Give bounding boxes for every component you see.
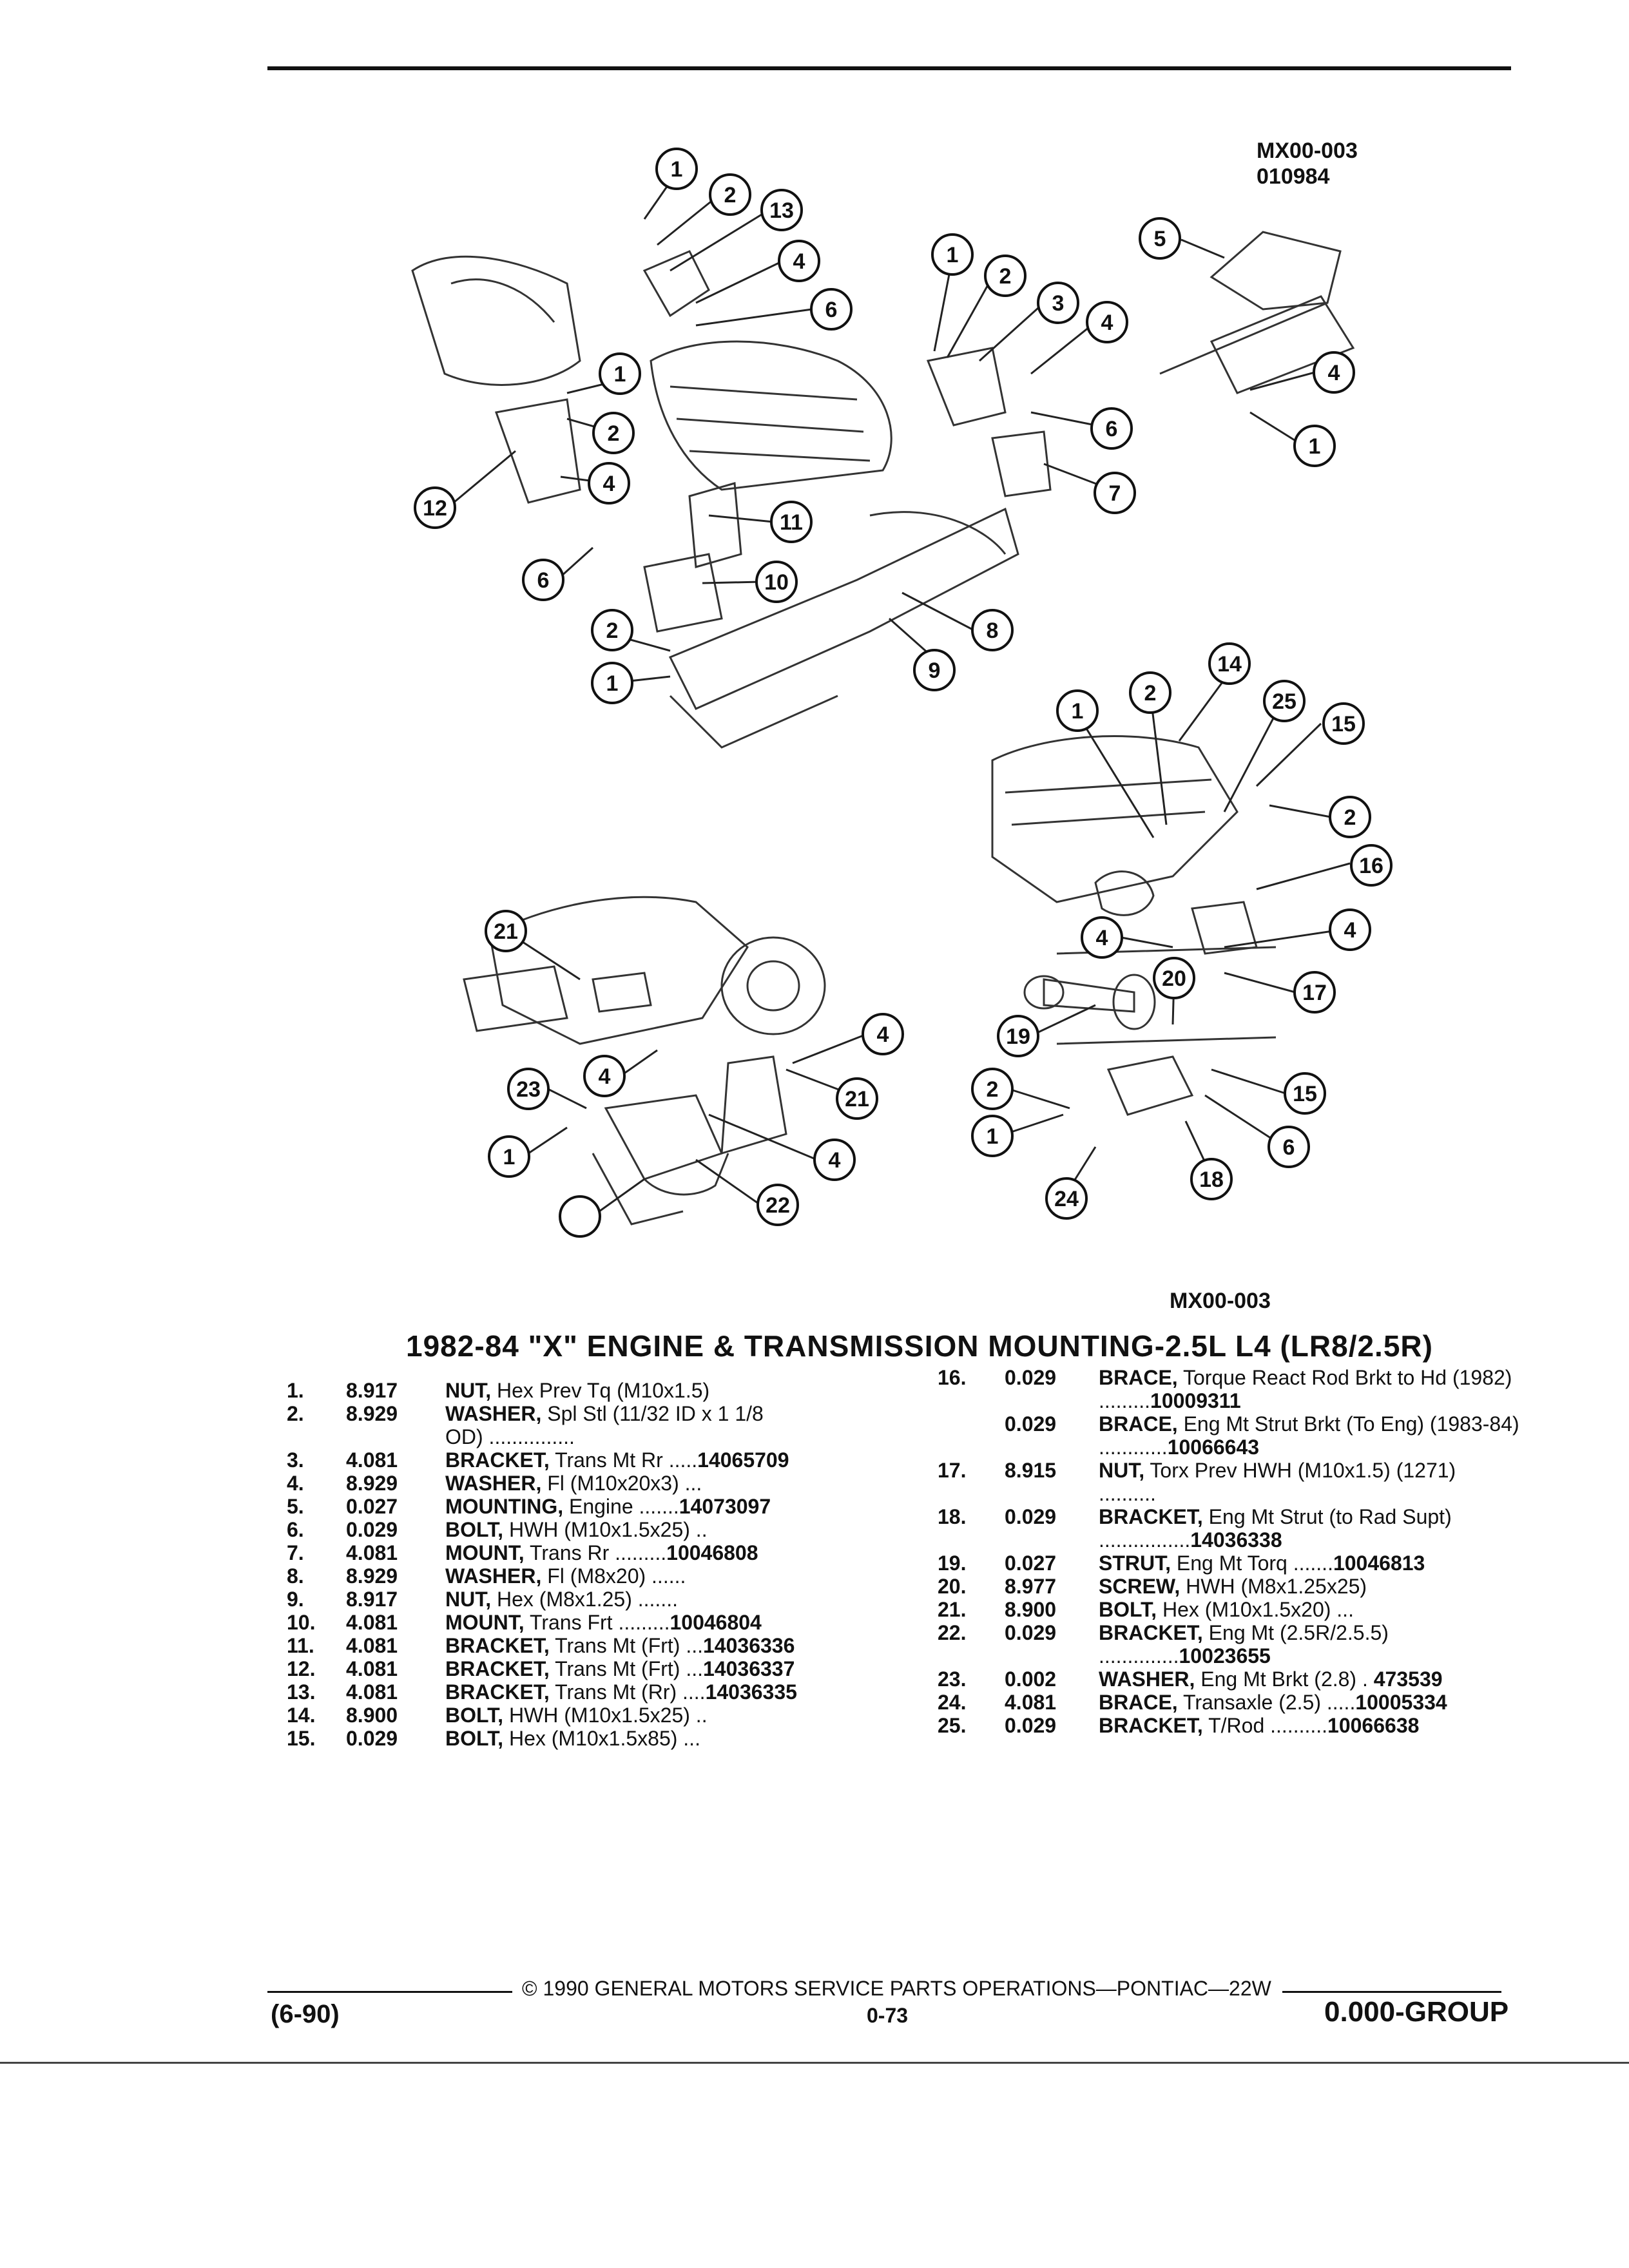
callout xyxy=(914,650,954,690)
svg-text:2: 2 xyxy=(1344,805,1356,830)
list-item: 2. 8.929 WASHER, Spl Stl (11/32 ID x 1 1/8 OD) ............... xyxy=(287,1402,764,1448)
callout xyxy=(593,413,633,453)
callout xyxy=(592,610,632,650)
svg-text:2: 2 xyxy=(606,619,619,643)
page-number: 0-73 xyxy=(867,2004,909,2027)
callout xyxy=(815,1140,854,1180)
svg-text:2: 2 xyxy=(1144,681,1157,706)
callout xyxy=(863,1014,903,1054)
svg-text:1: 1 xyxy=(986,1124,999,1149)
callout xyxy=(415,488,455,528)
svg-text:21: 21 xyxy=(845,1087,869,1111)
svg-text:1: 1 xyxy=(606,671,619,696)
svg-text:5: 5 xyxy=(1153,227,1166,251)
group-label: 0.000-GROUP xyxy=(1324,1996,1509,2028)
callout xyxy=(1330,797,1370,837)
svg-text:21: 21 xyxy=(494,919,518,944)
callout xyxy=(486,911,526,951)
list-item: 10. 4.081 MOUNT, Trans Frt .........10046804 xyxy=(287,1611,762,1634)
svg-text:1: 1 xyxy=(670,157,683,182)
list-item: 3. 4.081 BRACKET, Trans Mt Rr .....14065709 xyxy=(287,1448,789,1472)
svg-text:1: 1 xyxy=(946,243,959,267)
list-item: 16. 0.029 BRACE, Torque React Rod Brkt to Hd (1982) .........10009311 xyxy=(938,1366,1512,1412)
list-item: 12. 4.081 BRACKET, Trans Mt (Frt) ...14036337 xyxy=(287,1657,795,1680)
svg-text:1: 1 xyxy=(503,1145,516,1169)
callout xyxy=(710,175,750,215)
svg-text:2: 2 xyxy=(607,421,620,446)
svg-text:20: 20 xyxy=(1162,966,1186,991)
callout xyxy=(932,235,972,274)
svg-text:6: 6 xyxy=(1282,1135,1295,1160)
svg-text:9: 9 xyxy=(928,658,941,683)
list-item: 23. 0.002 WASHER, Eng Mt Brkt (2.8) . 473539 xyxy=(938,1667,1443,1691)
svg-text:6: 6 xyxy=(1105,417,1118,441)
callout xyxy=(1087,302,1127,342)
illustration-date-code: 010984 xyxy=(1257,164,1330,189)
list-item: 18. 0.029 BRACKET, Eng Mt Strut (to Rad Supt) ................14036338 xyxy=(938,1505,1452,1552)
callout xyxy=(779,241,819,281)
svg-text:24: 24 xyxy=(1054,1187,1079,1211)
svg-text:13: 13 xyxy=(769,198,794,223)
list-item: 24. 4.081 BRACE, Transaxle (2.5) .....10005334 xyxy=(938,1691,1447,1714)
svg-text:6: 6 xyxy=(537,568,550,593)
callout xyxy=(1191,1159,1231,1199)
svg-text:4: 4 xyxy=(1095,926,1108,950)
svg-text:4: 4 xyxy=(793,249,805,274)
copyright-line: © 1990 GENERAL MOTORS SERVICE PARTS OPERATIONS—PONTIAC—22W xyxy=(522,1977,1271,2000)
callout xyxy=(1140,218,1180,258)
callout xyxy=(985,256,1025,296)
svg-text:4: 4 xyxy=(1101,311,1113,335)
callout xyxy=(762,190,802,230)
svg-text:12: 12 xyxy=(423,496,447,521)
list-item: 5. 0.027 MOUNTING, Engine .......14073097 xyxy=(287,1495,771,1518)
svg-text:16: 16 xyxy=(1359,854,1383,878)
callout xyxy=(1092,408,1132,448)
callout xyxy=(1295,426,1335,466)
list-item: 0.029 BRACE, Eng Mt Strut Brkt (To Eng) (1983-84) ............10066643 xyxy=(1005,1412,1519,1459)
svg-text:22: 22 xyxy=(766,1193,790,1218)
svg-text:2: 2 xyxy=(999,264,1012,289)
footer-rule-right xyxy=(1282,1991,1501,1993)
callout xyxy=(1295,972,1335,1012)
callout xyxy=(1154,958,1194,998)
callout xyxy=(972,1069,1012,1109)
list-item: 6. 0.029 BOLT, HWH (M10x1.5x25) .. xyxy=(287,1518,708,1541)
callout xyxy=(758,1185,798,1225)
list-item: 1. 8.917 NUT, Hex Prev Tq (M10x1.5) xyxy=(287,1379,710,1402)
callout xyxy=(600,354,640,394)
svg-text:19: 19 xyxy=(1006,1024,1030,1049)
svg-text:4: 4 xyxy=(602,472,615,496)
callout xyxy=(757,562,796,602)
callout xyxy=(1210,644,1249,684)
list-item: 4. 8.929 WASHER, Fl (M10x20x3) ... xyxy=(287,1472,702,1495)
callout xyxy=(837,1079,877,1119)
list-item: 7. 4.081 MOUNT, Trans Rr .........10046808 xyxy=(287,1541,758,1564)
svg-text:4: 4 xyxy=(1327,361,1340,385)
callout xyxy=(1264,681,1304,721)
list-item: 15. 0.029 BOLT, Hex (M10x1.5x85) ... xyxy=(287,1727,700,1750)
svg-text:2: 2 xyxy=(986,1077,999,1102)
svg-text:8: 8 xyxy=(986,619,999,643)
svg-text:18: 18 xyxy=(1199,1168,1224,1192)
list-item: 19. 0.027 STRUT, Eng Mt Torq .......10046813 xyxy=(938,1552,1425,1575)
svg-text:1: 1 xyxy=(1308,434,1321,459)
callout xyxy=(1046,1178,1086,1218)
callout xyxy=(771,502,811,542)
list-item: 14. 8.900 BOLT, HWH (M10x1.5x25) .. xyxy=(287,1704,708,1727)
callout xyxy=(584,1056,624,1096)
svg-text:2: 2 xyxy=(724,183,737,207)
list-item: 25. 0.029 BRACKET, T/Rod ..........10066638 xyxy=(938,1714,1420,1737)
svg-text:14: 14 xyxy=(1217,652,1242,677)
svg-text:7: 7 xyxy=(1108,481,1121,506)
callout xyxy=(1095,473,1135,513)
illustration-code-bottom: MX00-003 xyxy=(1170,1289,1271,1313)
callout xyxy=(489,1137,529,1177)
list-item: 22. 0.029 BRACKET, Eng Mt (2.5R/2.5.5) ..............10023655 xyxy=(938,1621,1389,1667)
callout xyxy=(1038,283,1078,323)
illustration-code-top: MX00-003 xyxy=(1257,139,1358,163)
svg-text:23: 23 xyxy=(516,1077,541,1102)
svg-text:15: 15 xyxy=(1293,1082,1317,1106)
callout xyxy=(560,1196,600,1236)
svg-text:15: 15 xyxy=(1331,712,1356,736)
parts-list-left xyxy=(287,1379,918,1750)
parts-list-right xyxy=(938,1366,1556,1737)
list-item: 17. 8.915 NUT, Torx Prev HWH (M10x1.5) (1271) .......... xyxy=(938,1459,1456,1505)
svg-text:4: 4 xyxy=(1344,918,1356,943)
callout xyxy=(1130,673,1170,713)
callout xyxy=(1351,845,1391,885)
list-item: 13. 4.081 BRACKET, Trans Mt (Rr) ....14036335 xyxy=(287,1680,797,1704)
page-title: 1982-84 "X" ENGINE & TRANSMISSION MOUNTING-2.5L L4 (LR8/2.5R) xyxy=(406,1329,1433,1363)
list-item: 9. 8.917 NUT, Hex (M8x1.25) ....... xyxy=(287,1588,678,1611)
callout xyxy=(1314,352,1354,392)
callout xyxy=(1057,691,1097,731)
svg-text:1: 1 xyxy=(1071,699,1084,724)
callout xyxy=(972,1116,1012,1156)
bottom-rule xyxy=(0,2062,1629,2064)
list-item: 11. 4.081 BRACKET, Trans Mt (Frt) ...14036336 xyxy=(287,1634,795,1657)
callout xyxy=(1269,1127,1309,1167)
callout xyxy=(1082,918,1122,957)
footer-rule-left xyxy=(267,1991,512,1993)
svg-text:4: 4 xyxy=(828,1148,841,1173)
svg-text:11: 11 xyxy=(780,510,803,535)
callout xyxy=(508,1069,548,1109)
callout xyxy=(592,663,632,703)
svg-text:1: 1 xyxy=(613,362,626,387)
callout xyxy=(1330,910,1370,950)
diagram-callouts xyxy=(415,149,1391,1236)
svg-text:17: 17 xyxy=(1302,981,1327,1005)
callout xyxy=(523,560,563,600)
svg-text:3: 3 xyxy=(1052,291,1065,316)
svg-text:4: 4 xyxy=(876,1023,889,1047)
diagram-line-art xyxy=(412,232,1353,1224)
svg-text:4: 4 xyxy=(598,1064,611,1089)
callout xyxy=(657,149,697,189)
svg-text:25: 25 xyxy=(1272,689,1296,714)
diagram-leader-lines xyxy=(450,173,1350,1211)
svg-text:6: 6 xyxy=(825,298,838,322)
revision-date: (6-90) xyxy=(271,2000,340,2028)
callout xyxy=(811,289,851,329)
callout xyxy=(1285,1073,1325,1113)
list-item: 8. 8.929 WASHER, Fl (M8x20) ...... xyxy=(287,1564,686,1588)
list-item: 20. 8.977 SCREW, HWH (M8x1.25x25) xyxy=(938,1575,1367,1598)
list-item: 21. 8.900 BOLT, Hex (M10x1.5x20) ... xyxy=(938,1598,1354,1621)
callout xyxy=(998,1016,1038,1056)
svg-text:10: 10 xyxy=(764,570,789,595)
callout xyxy=(972,610,1012,650)
callout xyxy=(589,463,629,503)
callout xyxy=(1324,704,1364,744)
